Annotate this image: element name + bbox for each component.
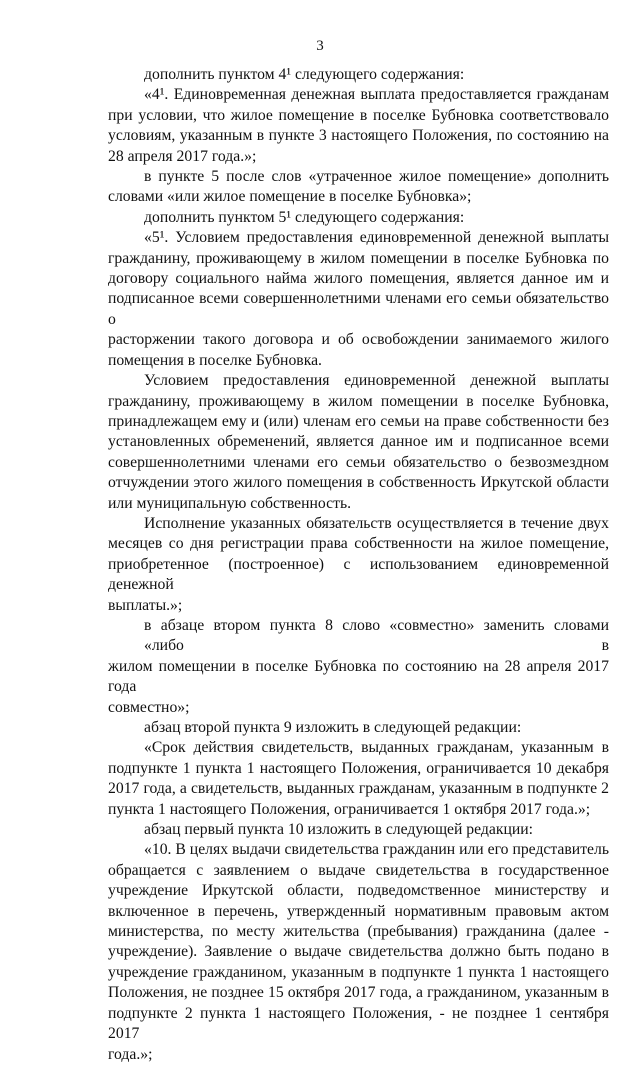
text-line: абзац первый пункта 10 изложить в следующей редакции: xyxy=(144,821,534,839)
text-line: договору социального найма жилого помещения, является данное им и xyxy=(108,270,609,288)
text-line: подпункте 2 пункта 1 настоящего Положения, - не позднее 1 сентября 2017 xyxy=(108,1004,609,1043)
paragraph xyxy=(108,718,609,738)
text-line: установленных обременений, является данное им и подписанное всеми xyxy=(108,433,609,451)
text-line: подпункте 1 пункта 1 настоящего Положения, ограничивается 10 декабря xyxy=(108,759,609,777)
text-line: обращается с заявлением о выдаче свидетельства в государственное xyxy=(108,861,609,879)
text-line: выплаты.»; xyxy=(108,596,183,614)
text-line: учреждение). Заявление о выдаче свидетельства должно быть подано в xyxy=(108,943,609,961)
text-line: дополнить пунктом 4¹ следующего содержания: xyxy=(144,66,465,83)
paragraph xyxy=(108,167,609,208)
paragraph xyxy=(108,738,609,820)
page-number: 3 xyxy=(316,38,324,54)
paragraph xyxy=(108,371,609,514)
text-line: 2017 года, а свидетельств, выданных гражданам, указанным в подпункте 2 xyxy=(108,780,609,798)
text-line: подписанное всеми совершеннолетними членами его семьи обязательство о xyxy=(108,290,609,328)
paragraph xyxy=(108,616,609,718)
text-line: включенное в перечень, утвержденный нормативным правовым актом xyxy=(108,902,609,920)
paragraph xyxy=(108,820,609,840)
text-line: Условием предоставления единовременной денежной выплаты xyxy=(144,372,609,390)
paragraph xyxy=(108,65,609,85)
text-line: учреждение гражданином, указанным в подпункте 1 пункта 1 настоящего xyxy=(108,963,609,981)
text-line: «Срок действия свидетельств, выданных гражданам, указанным в xyxy=(144,739,609,757)
text-line: года.»; xyxy=(108,1045,153,1063)
text-line: «5¹. Условием предоставления единовременной денежной выплаты xyxy=(144,229,609,247)
text-line: жилом помещении в поселке Бубновка по состоянию на 28 апреля 2017 года xyxy=(108,657,609,696)
text-line: абзац второй пункта 9 изложить в следующей редакции: xyxy=(144,719,522,736)
text-line: совместно»; xyxy=(108,698,190,716)
text-line: принадлежащем ему и (или) членам его семьи на праве собственности без xyxy=(108,412,609,430)
text-line: совершеннолетними членами его семьи обязательство о безвозмездном xyxy=(108,453,609,471)
document-body xyxy=(108,65,609,1065)
text-line: или муниципальную собственность. xyxy=(108,494,352,512)
text-line: министерства, по месту жительства (пребывания) гражданина (далее - xyxy=(108,923,609,941)
text-line: помещения в поселке Бубновка. xyxy=(108,351,322,369)
text-line: «10. В целях выдачи свидетельства гражданин или его представитель xyxy=(144,841,609,859)
paragraph xyxy=(108,228,609,371)
text-line: «4¹. Единовременная денежная выплата предоставляется гражданам xyxy=(144,86,609,104)
paragraph xyxy=(108,208,609,228)
text-line: Исполнение указанных обязательств осуществляется в течение двух xyxy=(144,514,609,532)
text-line: отчуждении этого жилого помещения в собственность Иркутской области xyxy=(108,474,609,492)
text-line: Положения, не позднее 15 октября 2017 года, а гражданином, указанным в xyxy=(108,984,609,1002)
text-line: в пункте 5 после слов «утраченное жилое помещение» дополнить xyxy=(144,168,609,186)
paragraph xyxy=(108,514,609,616)
text-line: пункта 1 настоящего Положения, ограничивается 1 октября 2017 года.»; xyxy=(108,800,591,818)
text-line: расторжении такого договора и об освобождении занимаемого жилого xyxy=(108,331,609,349)
text-line: условиям, указанным в пункте 3 настоящего Положения, по состоянию на xyxy=(108,127,609,145)
text-line: месяцев со дня регистрации права собственности на жилое помещение, xyxy=(108,535,609,553)
text-line: в абзаце втором пункта 8 слово «совместно» заменить словами «либо в xyxy=(144,616,609,655)
text-line: словами «или жилое помещение в поселке Бубновка»; xyxy=(108,188,472,206)
text-line: учреждение Иркутской области, подведомственное министерству и xyxy=(108,882,609,900)
text-line: гражданину, проживающему в жилом помещении в поселке Бубновка по xyxy=(108,249,609,267)
text-line: гражданину, проживающему в жилом помещении в поселке Бубновка, xyxy=(108,392,609,410)
paragraph xyxy=(108,840,609,1064)
text-line: приобретенное (построенное) с использованием единовременной денежной xyxy=(108,555,609,594)
text-line: дополнить пунктом 5¹ следующего содержания: xyxy=(144,208,465,226)
text-line: при условии, что жилое помещение в поселке Бубновка соответствовало xyxy=(108,106,609,124)
text-line: 28 апреля 2017 года.»; xyxy=(108,147,257,165)
paragraph xyxy=(108,85,609,167)
